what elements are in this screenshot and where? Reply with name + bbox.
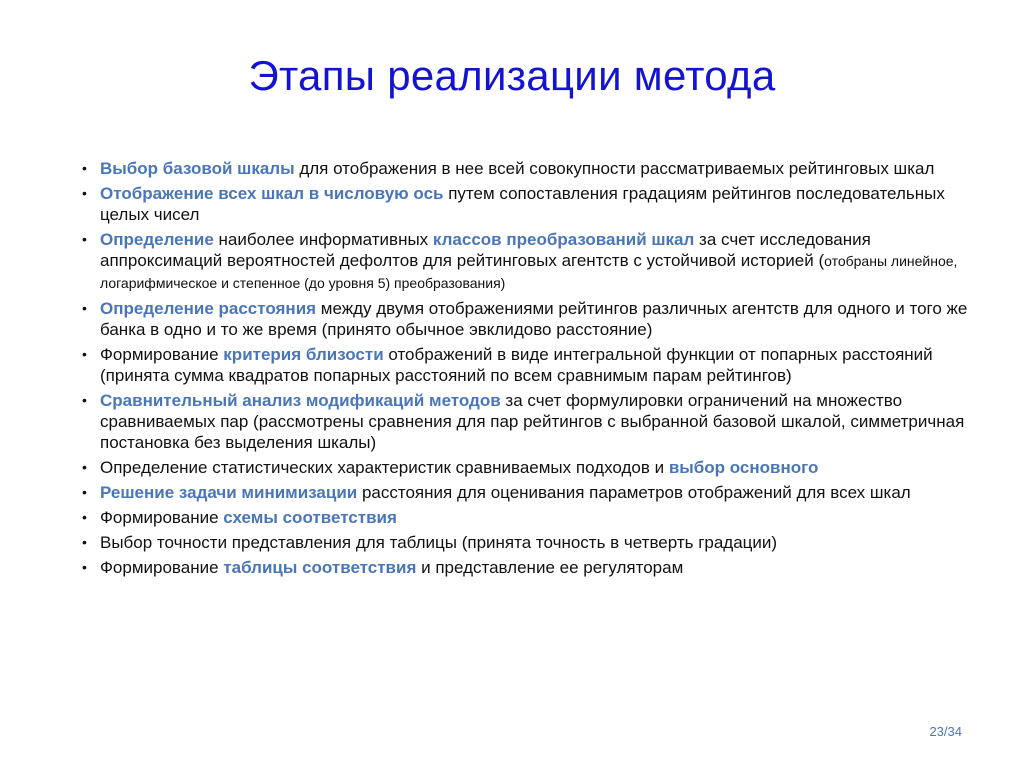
bullet-text: отображений в виде интегральной функции от попарных расстояний (принята сумма квадратов попарных расстояний по всем сравнимым парам рейтингов) [100,345,933,385]
bullet-item [82,390,972,453]
bullet-item [82,298,972,340]
bullet-text: наиболее информативных [213,230,433,249]
highlighted-term: выбор основного [668,458,819,477]
bullet-item [82,344,972,386]
bullet-item [82,229,972,294]
bullet-item [82,507,972,528]
highlighted-term: Сравнительный анализ модификаций методов [100,391,501,410]
highlighted-term: Выбор базовой шкалы [100,159,295,178]
bullet-text: путем сопоставления градациям рейтингов последовательных целых чисел [100,184,945,224]
bullet-marker: • [82,484,87,500]
highlighted-term: критерия близости [223,345,384,364]
highlighted-term: схемы соответствия [223,508,397,527]
bullet-item [82,482,972,503]
bullet-text: расстояния для оценивания параметров отображений для всех шкал [357,483,911,502]
bullet-text: за счет формулировки ограничений на множество сравниваемых пар (рассмотрены сравнения для пар рейтингов с выбранной базовой шкалой, симметричная постановка без выделения шкалы) [100,391,965,452]
bullet-marker: • [82,509,87,525]
highlighted-term: Определение [100,230,214,249]
bullet-text: Определение статистических характеристик сравниваемых подходов и [100,458,669,477]
bullet-text: и представление ее регуляторам [416,558,684,577]
bullet-item [82,183,972,225]
highlighted-term: классов преобразований шкал [432,230,695,249]
bullet-text: Выбор точности представления для таблицы (принята точность в четверть градации) [100,533,778,552]
bullet-marker: • [82,300,87,316]
bullet-item [82,557,972,578]
highlighted-term: Отображение всех шкал в числовую ось [100,184,444,203]
bullet-marker: • [82,231,87,247]
bullet-item [82,532,972,553]
bullet-marker: • [82,160,87,176]
bullet-marker: • [82,185,87,201]
highlighted-term: Решение задачи минимизации [100,483,358,502]
bullet-marker: • [82,534,87,550]
bullet-text: отобраны линейное, логарифмическое и степенное (до уровня 5) преобразования) [100,253,958,291]
bullet-item [82,457,972,478]
page-number: 23/34 [929,724,962,739]
highlighted-term: Определение расстояния [100,299,317,318]
slide-title: Этапы реализации метода [248,52,776,99]
bullet-marker: • [82,459,87,475]
bullet-list [82,158,972,582]
bullet-text: для отображения в нее всей совокупности рассматриваемых рейтинговых шкал [294,159,935,178]
bullet-text: между двумя отображениями рейтингов различных агентств для одного и того же банка в одно и то же время (принято обычное эвклидово расстояние) [100,299,968,339]
bullet-text: за счет исследования аппроксимаций вероятностей дефолтов для рейтинговых агентств с устойчивой историей ( [100,230,871,270]
bullet-text: Формирование [100,558,224,577]
bullet-marker: • [82,392,87,408]
bullet-text: Формирование [100,345,224,364]
bullet-item [82,158,972,179]
bullet-marker: • [82,346,87,362]
bullet-text: Формирование [100,508,224,527]
highlighted-term: таблицы соответствия [223,558,417,577]
bullet-marker: • [82,559,87,575]
